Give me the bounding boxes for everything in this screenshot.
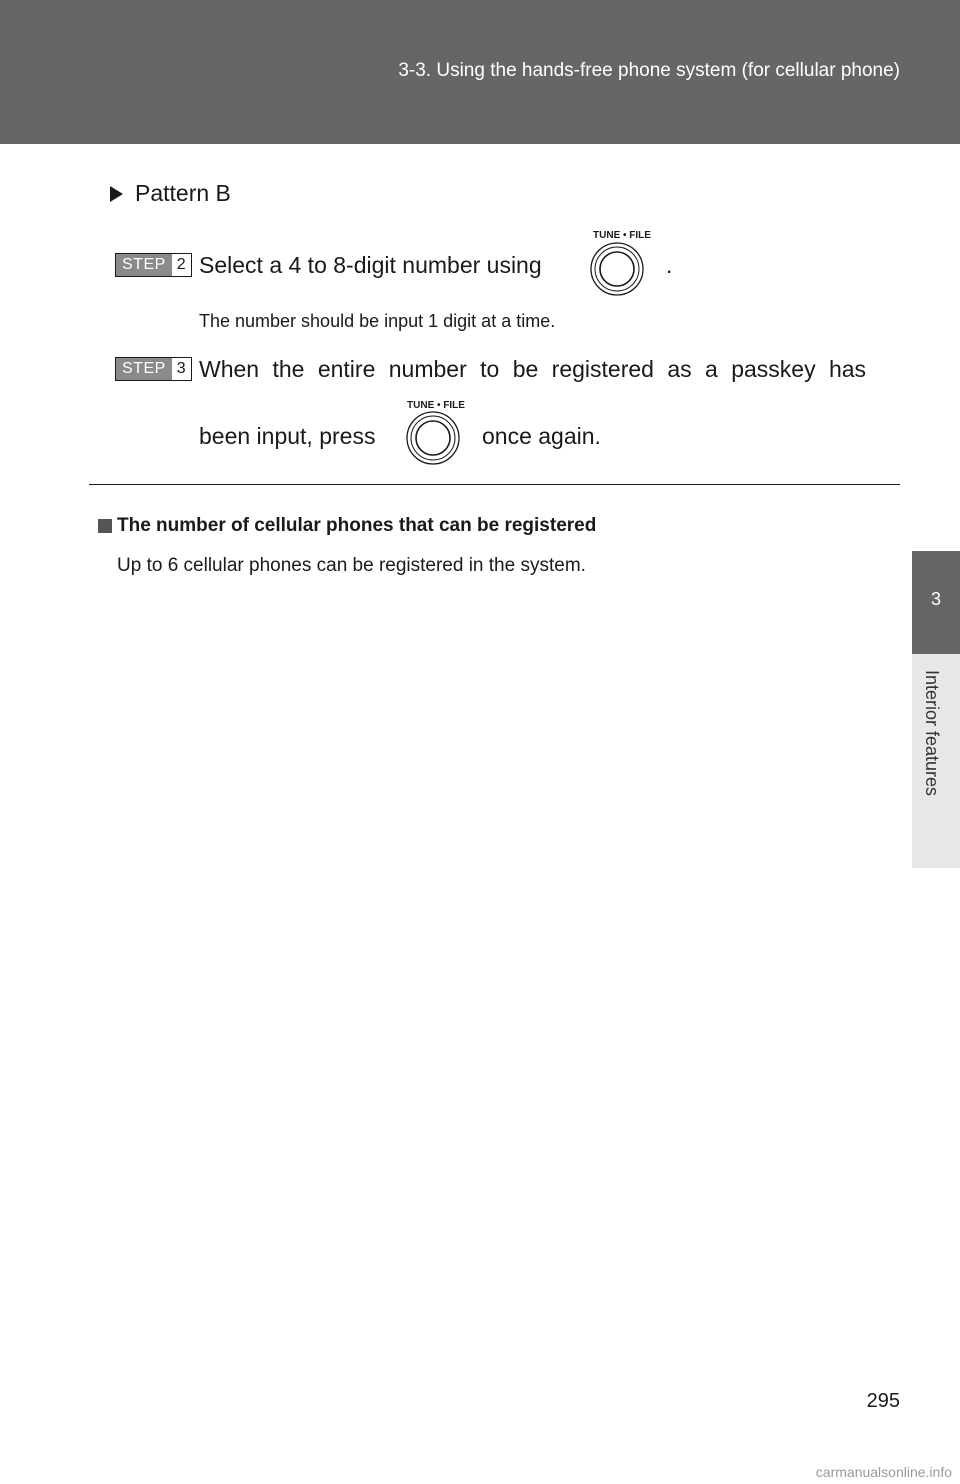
step-number: 3 (176, 360, 186, 377)
step-2-note: The number should be input 1 digit at a time. (199, 311, 556, 331)
step-number: 2 (176, 256, 186, 273)
page-number: 295 (866, 1390, 900, 1412)
step-3-line-2a: been input, press (199, 423, 376, 449)
section-heading (98, 515, 596, 537)
section-body: Up to 6 cellular phones can be registered in the system. (117, 555, 586, 576)
chapter-strip (912, 654, 960, 868)
step-word: STEP (116, 254, 172, 276)
knob-label: TUNE • FILE (407, 400, 465, 411)
step-2-badge (115, 253, 192, 277)
section-heading-text: The number of cellular phones that can be registered (117, 515, 597, 536)
section-divider (89, 484, 900, 485)
chapter-label: Interior features (922, 670, 942, 797)
step-3-line-1: When the entire number to be registered as a passkey has (199, 356, 867, 382)
chapter-number: 3 (930, 589, 941, 609)
step-2-text: Select a 4 to 8-digit number using (199, 252, 542, 278)
square-bullet-icon (98, 519, 112, 533)
page-header (0, 0, 960, 144)
pattern-label: Pattern B (135, 180, 231, 206)
step-2-period: . (666, 252, 673, 278)
step-3-badge (115, 357, 192, 381)
chapter-tab (912, 551, 960, 654)
step-word: STEP (116, 358, 172, 380)
header-title: 3-3. Using the hands-free phone system (for cellular phone) (398, 60, 900, 81)
watermark: carmanualsonline.info (815, 1464, 952, 1480)
step-3-line-2b: once again. (482, 423, 601, 449)
triangle-bullet-icon (110, 186, 123, 202)
knob-label: TUNE • FILE (593, 230, 651, 241)
tune-file-knob-icon (404, 394, 468, 468)
pattern-heading (110, 180, 231, 207)
tune-file-knob-icon (590, 224, 654, 298)
